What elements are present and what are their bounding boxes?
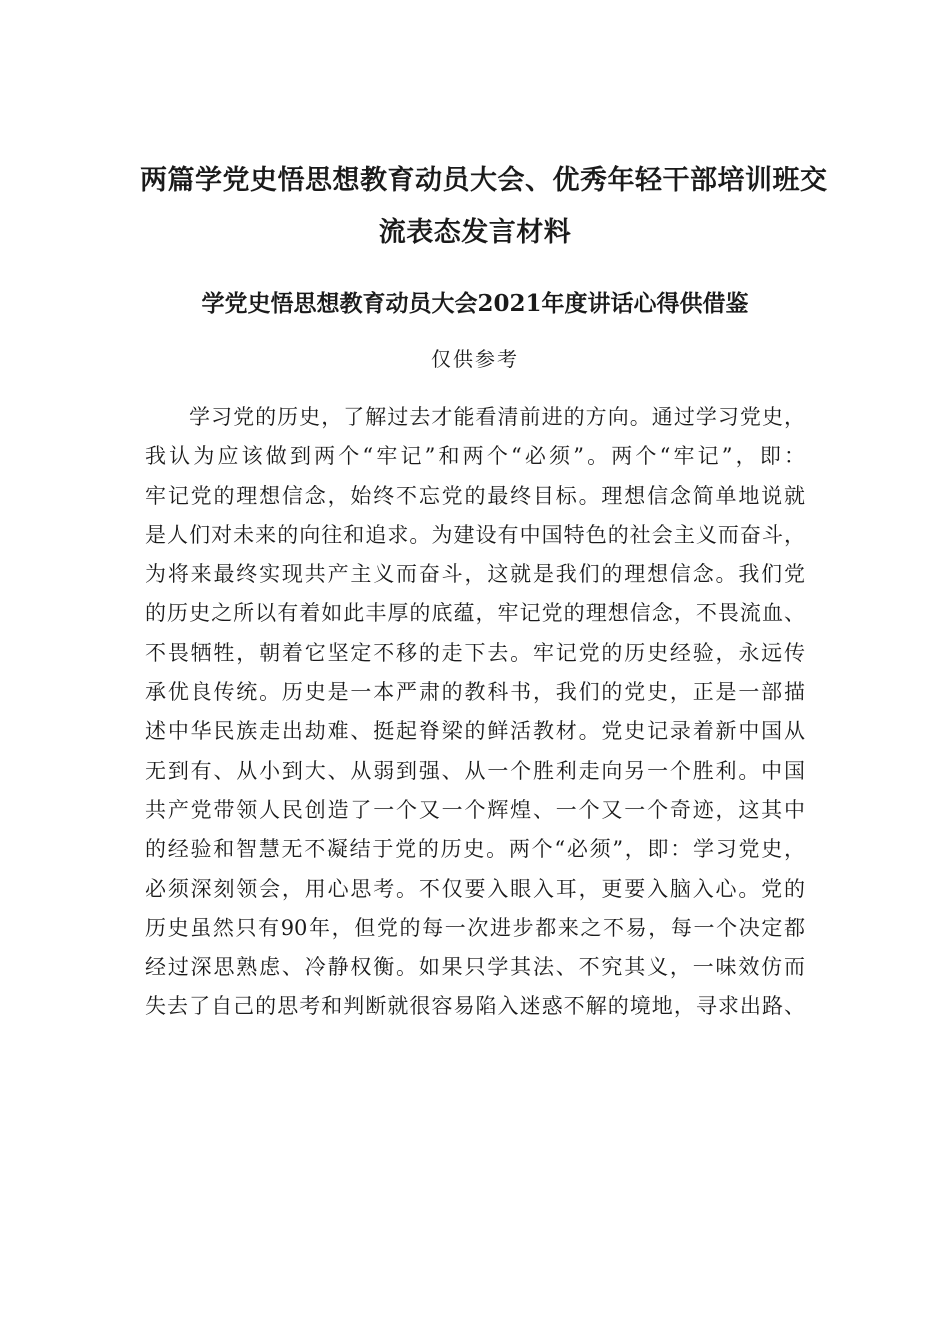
document-title-line-1: 两篇学党史悟思想教育动员大会、优秀年轻干部培训班交 <box>140 165 828 196</box>
body-line: 不畏牺牲，朝着它坚定不移的走下去。牢记党的历史经验，永远传 <box>145 640 805 665</box>
reference-note: 仅供参考 <box>431 347 519 371</box>
body-line: 失去了自己的思考和判断就很容易陷入迷惑不解的境地，寻求出路、 <box>145 994 805 1019</box>
body-line: 为将来最终实现共产主义而奋斗，这就是我们的理想信念。我们党 <box>145 562 805 587</box>
body-line: 牢记党的理想信念，始终不忘党的最终目标。理想信念简单地说就 <box>145 483 805 508</box>
body-line: 共产党带领人民创造了一个又一个辉煌、一个又一个奇迹，这其中 <box>145 797 805 822</box>
body-line: 学习党的历史，了解过去才能看清前进的方向。通过学习党史， <box>189 405 805 429</box>
body-line: 我认为应该做到两个“牢记”和两个“必须”。两个“牢记”，即： <box>145 444 805 469</box>
body-line: 承优良传统。历史是一本严肃的教科书，我们的党史，正是一部描 <box>145 680 805 705</box>
body-line: 必须深刻领会，用心思考。不仅要入眼入耳，更要入脑入心。党的 <box>145 876 805 901</box>
section-subtitle: 学党史悟思想教育动员大会2021年度讲话心得供借鉴 <box>201 290 749 317</box>
body-line: 是人们对未来的向往和追求。为建设有中国特色的社会主义而奋斗， <box>145 522 805 547</box>
document-title-line-2: 流表态发言材料 <box>378 217 572 248</box>
body-line: 的经验和智慧无不凝结于党的历史。两个“必须”，即：学习党史， <box>145 837 805 862</box>
body-line: 述中华民族走出劫难、挺起脊梁的鲜活教材。党史记录着新中国从 <box>145 719 805 744</box>
body-line: 历史虽然只有90年，但党的每一次进步都来之不易，每一个决定都 <box>145 915 805 940</box>
body-line: 无到有、从小到大、从弱到强、从一个胜利走向另一个胜利。中国 <box>145 758 805 783</box>
body-paragraph <box>145 398 805 1027</box>
body-line: 经过深思熟虑、冷静权衡。如果只学其法、不究其义，一味效仿而 <box>145 955 805 980</box>
body-line: 的历史之所以有着如此丰厚的底蕴，牢记党的理想信念，不畏流血、 <box>145 601 805 626</box>
